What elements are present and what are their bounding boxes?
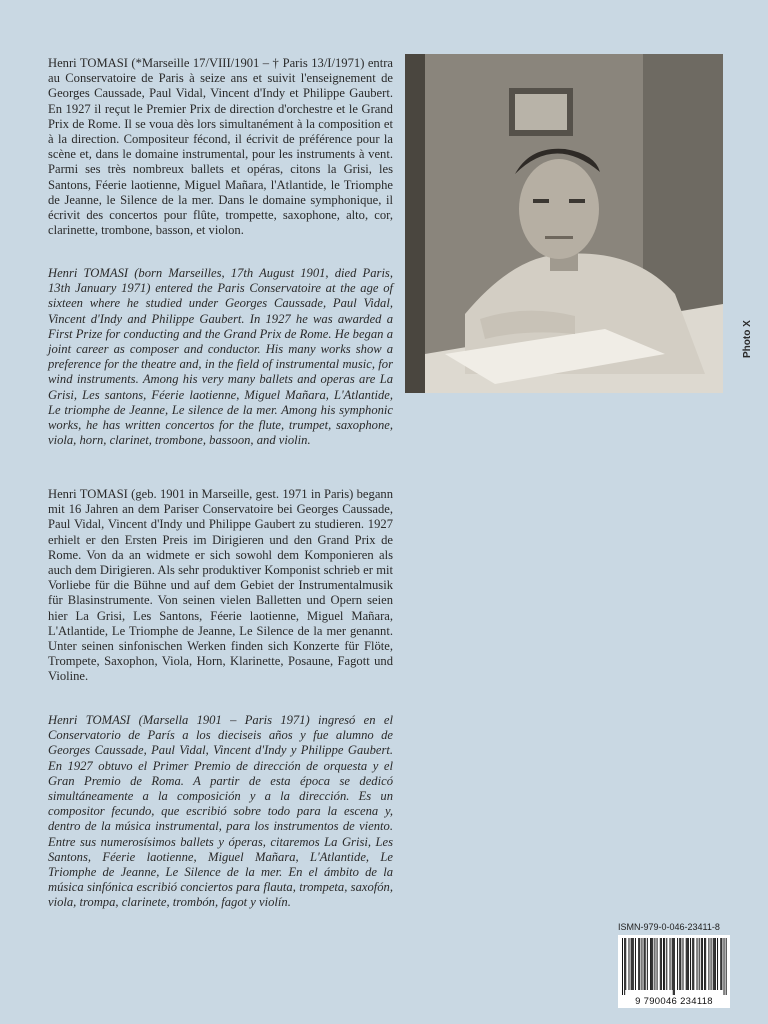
barcode-bar bbox=[647, 938, 648, 990]
bio-line: genannt. Unter seinen sinfonischen Werken finden sich bbox=[48, 623, 393, 654]
barcode-bar bbox=[664, 938, 665, 990]
bio-line: instruments. Among his very many ballets and operas are bbox=[76, 372, 380, 387]
barcode-bar bbox=[724, 938, 725, 995]
barcode-bar bbox=[721, 938, 722, 990]
barcode-bar bbox=[631, 938, 632, 990]
barcode-bar bbox=[682, 938, 683, 990]
bio-line: Jeanne, Le Silence de la mer. En el ámbito de la música bbox=[48, 865, 394, 895]
barcode-bar bbox=[677, 938, 678, 990]
bio-line: ballets et opéras, citons la Grisi, les Santons, Féerie bbox=[48, 162, 393, 192]
bio-line: bei Georges Caussade, Paul Vidal, Vincent d'Indy und bbox=[48, 502, 393, 532]
bio-line: Konzerte für Flöte, Trompete, Saxophon, Viola, Horn, bbox=[48, 639, 393, 669]
barcode-bar bbox=[666, 938, 667, 990]
barcode-bar bbox=[713, 938, 714, 990]
barcode-bar bbox=[672, 938, 673, 990]
barcode-bar bbox=[699, 938, 700, 990]
bio-line: theatre and, in the field of instrumental music, for wind bbox=[48, 357, 393, 387]
barcode-bar bbox=[674, 938, 675, 995]
bio-line: Von seinen vielen Balletten und Opern seien hier La bbox=[48, 593, 394, 623]
barcode-bar bbox=[711, 938, 712, 990]
barcode-bar bbox=[632, 938, 633, 990]
bio-line: mer. Among his symphonic works, he has written concertos bbox=[48, 402, 393, 433]
barcode-bar bbox=[688, 938, 689, 990]
bio-line: óperas, citaremos La Grisi, Les Santons, Féerie bbox=[48, 834, 393, 864]
barcode-bar bbox=[652, 938, 653, 990]
barcode-bar bbox=[641, 938, 642, 990]
barcode-bar bbox=[687, 938, 688, 990]
ismn-label: ISMN-979-0-046-23411-8 bbox=[618, 922, 720, 932]
barcode-bar bbox=[663, 938, 664, 990]
barcode-bar bbox=[644, 938, 645, 990]
bio-line: Henri TOMASI (Marsella 1901 – Paris 1971) ingresó en el bbox=[48, 713, 393, 727]
bio-line: 13/I/1971) entra au Conservatoire de Paris à seize ans et bbox=[48, 56, 394, 86]
bio-line: Georges Caussade, Paul Vidal, Vincent d'Indy y Philippe bbox=[48, 743, 348, 758]
bio-line: Vincent d'Indy et Philippe Gaubert. En 1927 il reçut le bbox=[48, 86, 393, 116]
bio-line: In 1927 he was awarded a First Prize for conducting and the bbox=[48, 311, 394, 341]
bio-line: La Grisi, Les santons, Féerie laotienne, Miguel Mañara, bbox=[48, 372, 393, 402]
barcode-bar bbox=[726, 938, 727, 995]
barcode-bar bbox=[692, 938, 693, 990]
biography-german bbox=[48, 487, 393, 685]
barcode-bar bbox=[624, 938, 625, 995]
photo-credit: Photo X bbox=[742, 320, 753, 358]
barcode-bar bbox=[645, 938, 646, 990]
bio-line: da an widmete er sich sowohl dem Komponieren als bbox=[111, 547, 393, 562]
barcode-block bbox=[618, 922, 730, 1008]
bio-line: escena y, dentro de la música instrumental, para los bbox=[48, 804, 393, 834]
bio-line: Paris, 13th January 1971) entered the Paris Conservatoire bbox=[48, 266, 393, 296]
barcode-bar bbox=[657, 938, 658, 990]
bio-line: and conductor. His many works show a preference for the bbox=[48, 342, 393, 372]
bio-line: laotienne, Miguel Mañara, l'Atlantide, le Triomphe de bbox=[48, 177, 393, 207]
barcode-bar bbox=[708, 938, 709, 990]
barcode-bar bbox=[660, 938, 661, 990]
barcode-bar bbox=[661, 938, 662, 990]
bio-line: orquesta y el Gran Premio de Roma. A partir de esta época bbox=[48, 758, 393, 788]
bio-line: at the age of sixteen where he studied under Georges bbox=[48, 281, 394, 311]
portrait-illustration bbox=[405, 54, 723, 393]
barcode-bars bbox=[618, 935, 730, 995]
bio-line: Klarinette, Posaune, Fagott und Violine. bbox=[48, 654, 394, 684]
barcode-bar bbox=[628, 938, 629, 990]
barcode-bar bbox=[705, 938, 706, 990]
bio-line: Grand Prix de Rome. He began a joint career as composer bbox=[48, 326, 393, 357]
bio-line: Grisi, Les Santons, Féerie laotienne, Miguel Mañara, bbox=[96, 608, 393, 623]
barcode-bar bbox=[686, 938, 687, 990]
barcode bbox=[618, 935, 730, 1008]
bio-line: Henri TOMASI (*Marseille 17/VIII/1901 – † Paris bbox=[48, 56, 312, 70]
barcode-bar bbox=[651, 938, 652, 990]
bio-line: Philippe Gaubert zu studieren. 1927 erhielt er den Ersten bbox=[48, 517, 393, 547]
bio-line: se dedicó simultáneamente a la composición y a la dirección. bbox=[48, 773, 393, 804]
barcode-bar bbox=[650, 938, 651, 990]
bio-line: Caussade, Paul Vidal, Vincent d'Indy and Philippe Gaubert. bbox=[48, 296, 393, 326]
biography-spanish bbox=[48, 713, 393, 911]
barcode-bar bbox=[693, 938, 694, 990]
bio-line: Jeanne, le Silence de la mer. Dans le domaine symphonique, bbox=[64, 192, 386, 207]
barcode-bar bbox=[635, 938, 636, 990]
bio-line: laotienne, Miguel Mañara, L'Atlantide, Le Triomphe de bbox=[48, 849, 393, 880]
bio-line: instrumentos de viento. Entre sus numerosísimos ballets y bbox=[48, 819, 393, 849]
barcode-bar bbox=[639, 938, 640, 990]
bio-line: Rome. Il se voua dès lors simultanément à la composition bbox=[87, 116, 384, 131]
barcode-bar bbox=[670, 938, 671, 990]
bio-line: trombone, bassoon, and violin. bbox=[155, 433, 311, 448]
bio-line: Preis im Dirigieren und den Grand Prix de Rome. Von bbox=[48, 532, 393, 562]
bio-line: Henri TOMASI (geb. 1901 in Marseille, gest. 1971 in bbox=[48, 487, 324, 501]
barcode-bar bbox=[714, 938, 715, 990]
bio-line: Gaubert. En 1927 obtuvo el Primer Premio de dirección de bbox=[48, 743, 393, 773]
barcode-bar bbox=[673, 938, 674, 995]
biography-english bbox=[48, 266, 393, 448]
bio-line: suivit l'enseignement de Georges Caussade, Paul Vidal, bbox=[48, 71, 393, 101]
bio-line: viola, trompa, clarinete, trombón, fagot y violín. bbox=[48, 895, 291, 910]
barcode-digits: 9 790046 234118 bbox=[618, 996, 730, 1007]
bio-line: Es un compositor fecundo, que escribió sobre todo para la bbox=[48, 789, 393, 819]
bio-line: Paris) begann mit 16 Jahren an dem Pariser Conservatoire bbox=[48, 487, 393, 517]
barcode-bar bbox=[680, 938, 681, 990]
bio-line: sinfónica escribió conciertos para flauta, trompeta, saxofón, bbox=[87, 880, 394, 895]
barcode-bar bbox=[622, 938, 623, 995]
barcode-bar bbox=[720, 938, 721, 990]
barcode-bar bbox=[701, 938, 702, 990]
bio-line: et à la direction. Compositeur fécond, il écrivit de bbox=[48, 116, 393, 147]
barcode-bar bbox=[654, 938, 655, 990]
composer-portrait-photo bbox=[405, 54, 723, 393]
barcode-bar bbox=[638, 938, 639, 990]
barcode-bar bbox=[715, 938, 716, 990]
bio-line: L'Atlantide, Le Triomphe de Jeanne, Le Silence de la mer bbox=[48, 623, 350, 638]
bio-line: préférence pour la scène et, dans le domaine instrumental, bbox=[48, 132, 393, 162]
bio-line: il écrivit des concertos pour flûte, trompette, saxophone, bbox=[48, 192, 393, 223]
barcode-bar bbox=[690, 938, 691, 990]
bio-line: pour les instruments à vent. Parmi ses très nombreux bbox=[48, 147, 393, 177]
barcode-bar bbox=[717, 938, 718, 990]
barcode-bar bbox=[625, 938, 626, 990]
barcode-bar bbox=[679, 938, 680, 990]
barcode-bar bbox=[697, 938, 698, 990]
bio-line: Conservatorio de París a los dieciseis años y fue alumno de bbox=[48, 728, 393, 743]
bio-line: for the flute, trumpet, saxophone, viola, horn, clarinet, bbox=[48, 418, 393, 448]
biography-french bbox=[48, 56, 393, 238]
bio-line: alto, cor, clarinette, trombone, basson, et violon. bbox=[48, 208, 393, 238]
barcode-bar bbox=[702, 938, 703, 990]
barcode-bar bbox=[704, 938, 705, 990]
bio-line: auch dem Dirigieren. Als sehr produktiver Komponist bbox=[48, 563, 324, 578]
bio-line: Gebiet der Instrumentalmusik für Blasinstrumente. bbox=[48, 578, 393, 608]
bio-line: Premier Prix de direction d'orchestre et le Grand Prix de bbox=[48, 101, 393, 131]
bio-line: Henri TOMASI (born Marseilles, 17th August 1901, died bbox=[48, 266, 363, 280]
barcode-bar bbox=[633, 938, 634, 990]
bio-line: L'Atlantide, Le triomphe de Jeanne, Le silence de la bbox=[48, 387, 393, 417]
bio-line: schrieb er mit Vorliebe für die Bühne und auf dem bbox=[48, 563, 393, 593]
